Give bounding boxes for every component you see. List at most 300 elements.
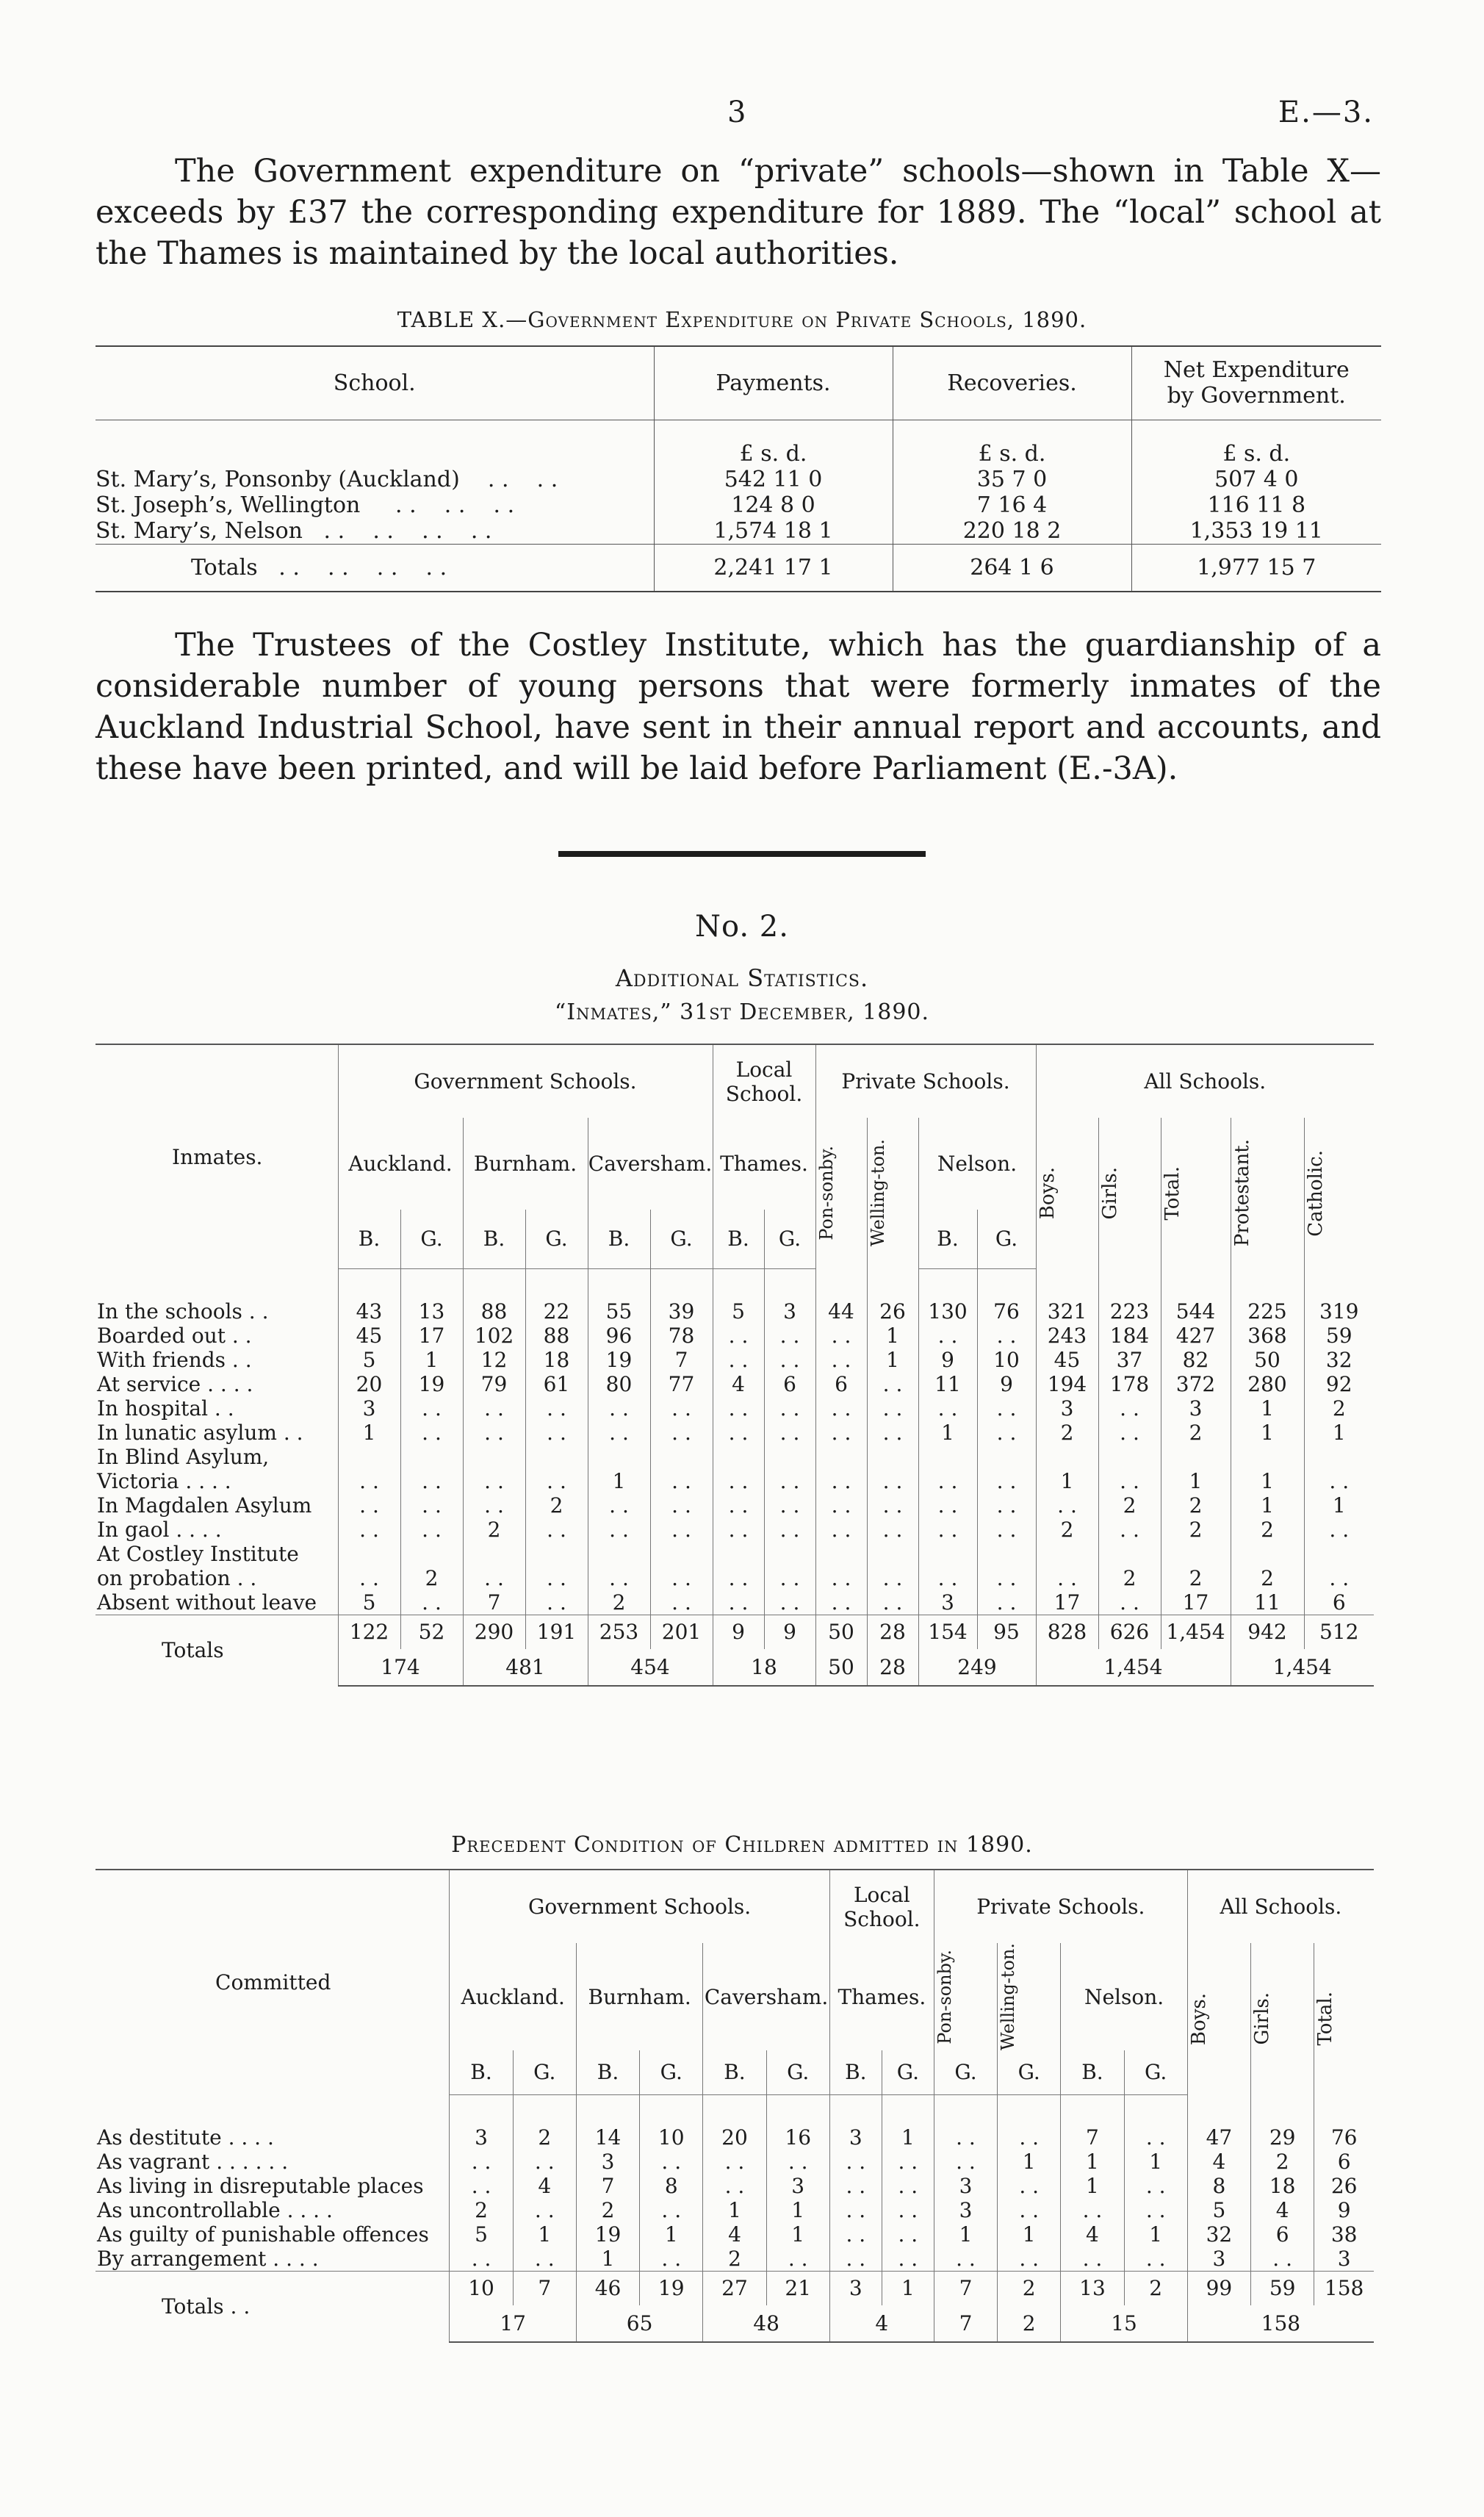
cell-value [463,1445,525,1469]
cell-value: . . [1098,1590,1161,1615]
cell-value: . . [1098,1518,1161,1542]
total-value: 50 [815,1615,867,1649]
total-value: 626 [1098,1615,1161,1649]
cell-value: 2 [576,2198,639,2222]
cell-value [525,1268,588,1299]
cell-value [450,2094,513,2125]
cell-value: 10 [640,2125,703,2150]
total-value: 158 [1314,2272,1374,2305]
cell-value: . . [918,1518,977,1542]
cell-value [867,1445,918,1469]
cell-value: . . [703,2174,766,2198]
cell-value: 47 [1187,2125,1250,2150]
total-value: 191 [525,1615,588,1649]
cell-value: . . [998,2174,1061,2198]
cell-value: 6 [815,1372,867,1396]
cell-value: . . [588,1566,650,1590]
combined-total-value: 17 [450,2305,576,2342]
combined-total-value: 1,454 [1036,1649,1231,1686]
cell-value: . . [882,2174,934,2198]
cell-value: 92 [1304,1372,1374,1396]
cell-value: 38 [1314,2222,1374,2247]
cell-value: . . [713,1324,764,1348]
cell-value [1231,1542,1304,1566]
cell-value: . . [650,1469,713,1493]
cell-value: 1 [998,2150,1061,2174]
cell-value: . . [918,1566,977,1590]
cell-value: . . [588,1396,650,1421]
cell-value: 8 [1187,2174,1250,2198]
units-payments: £ s. d. [654,420,893,467]
cell-value: . . [867,1493,918,1518]
cell-value: . . [650,1396,713,1421]
total-value: 28 [867,1615,918,1649]
cell-value: 3 [918,1590,977,1615]
cell-value: . . [400,1396,463,1421]
cell-value: 1 [400,1348,463,1372]
cell-value [513,2094,576,2125]
cell-value: 1 [934,2222,997,2247]
cell-value: . . [815,1469,867,1493]
cell-value: 321 [1036,1299,1098,1324]
cell-value [463,1268,525,1299]
cell-value: 2 [1161,1493,1231,1518]
recoveries-value: 35 7 0 [893,467,1131,492]
col-g: G. [882,2050,934,2094]
table-row [96,2222,1374,2247]
school-thames: Thames. [829,1943,934,2050]
table-row [96,492,1381,518]
cell-value: . . [815,1493,867,1518]
cell-value: 2 [400,1566,463,1590]
cell-value: 7 [463,1590,525,1615]
cell-value: 2 [1231,1566,1304,1590]
cell-value [918,1268,977,1299]
combined-total-value: 249 [918,1649,1036,1686]
total-value: 27 [703,2272,766,2305]
cell-value: 2 [1161,1518,1231,1542]
row-label: By arrangement . . . . [97,2247,319,2272]
header-net-expenditure: Net Expenditure by Government. [1131,346,1381,420]
group-local-school: Local School. [829,1870,934,1943]
cell-value [588,1445,650,1469]
cell-value: 1 [867,1348,918,1372]
intro-paragraph: The Government expenditure on “private” schools—shown in Table X—exceeds by £37 the corresponding expenditure for 1889. The “local” school at the Thames is maintained by the local authorities. [96,153,1381,272]
cell-value: 19 [400,1372,463,1396]
col-g: G. [650,1210,713,1268]
cell-value: 3 [829,2125,882,2150]
cell-value: . . [450,2174,513,2198]
combined-total-value: 454 [588,1649,713,1686]
cell-value: 7 [576,2174,639,2198]
cell-value: 26 [867,1299,918,1324]
table-row [96,1372,1374,1396]
cell-value: . . [882,2198,934,2222]
recoveries-total: 264 1 6 [893,545,1131,592]
cell-value: 88 [525,1324,588,1348]
cell-value: 1 [640,2222,703,2247]
cell-value: 2 [588,1590,650,1615]
cell-value: 78 [650,1324,713,1348]
cell-value: 19 [576,2222,639,2247]
school-thames: Thames. [713,1118,815,1210]
row-label: Boarded out . . [97,1324,252,1348]
row-label: As destitute . . . . [97,2125,274,2150]
cell-value: . . [764,1421,815,1445]
row-label: In hospital . . [97,1396,234,1421]
group-private-schools: Private Schools. [815,1044,1036,1118]
school-auckland: Auckland. [338,1118,463,1210]
combined-total-value: 50 [815,1649,867,1686]
cell-value [1314,2094,1374,2125]
cell-value [1304,1445,1374,1469]
cell-value: 3 [1314,2247,1374,2272]
table-row [96,1542,1374,1566]
cell-value: 4 [1251,2198,1314,2222]
cell-value: 76 [1314,2125,1374,2150]
cell-value [977,1268,1036,1299]
cell-value [400,1445,463,1469]
cell-value: 130 [918,1299,977,1324]
cell-value [650,1445,713,1469]
cell-value: . . [882,2222,934,2247]
units-recoveries: £ s. d. [893,420,1131,467]
cell-value [1036,1542,1098,1566]
cell-value: 9 [1314,2198,1374,2222]
row-label: As uncontrollable . . . . [97,2198,333,2223]
cell-value: 2 [1161,1566,1231,1590]
cell-value: 13 [400,1299,463,1324]
cell-value: . . [640,2247,703,2272]
cell-value [650,1268,713,1299]
cell-value: . . [1304,1469,1374,1493]
total-value: 13 [1061,2272,1124,2305]
school-ponsonby: Pon-sonby. [934,1949,955,2044]
cell-value: . . [815,1396,867,1421]
table-row [96,1348,1374,1372]
total-value: 7 [934,2272,997,2305]
cell-value: . . [1098,1396,1161,1421]
combined-total-value: 7 [934,2305,997,2342]
col-protestant: Protestant. [1231,1139,1253,1247]
cell-value: 3 [1187,2247,1250,2272]
col-b: B. [1061,2050,1124,2094]
totals-row [96,2272,1374,2305]
cell-value: . . [766,2247,829,2272]
col-total: Total. [1314,1992,1337,2046]
row-label: With friends . . [97,1348,252,1372]
col-g: G. [766,2050,829,2094]
cell-value: . . [525,1469,588,1493]
cell-value: 372 [1161,1372,1231,1396]
payments-value: 124 8 0 [654,492,893,518]
cell-value: . . [867,1518,918,1542]
cell-value: 14 [576,2125,639,2150]
cell-value [338,1542,400,1566]
cell-value [1231,1445,1304,1469]
cell-value: 17 [400,1324,463,1348]
total-value: 512 [1304,1615,1374,1649]
cell-value: . . [1124,2247,1187,2272]
cell-value: . . [977,1396,1036,1421]
cell-value: . . [815,1566,867,1590]
total-value: 99 [1187,2272,1250,2305]
cell-value: . . [400,1493,463,1518]
cell-value: 2 [450,2198,513,2222]
total-value: 10 [450,2272,513,2305]
school-name: St. Mary’s, Nelson . . . . . . . . [96,518,492,544]
cell-value [1187,2094,1250,2125]
cell-value: . . [1036,1493,1098,1518]
cell-value: . . [829,2247,882,2272]
cell-value: . . [815,1324,867,1348]
cell-value: . . [513,2150,576,2174]
col-b: B. [450,2050,513,2094]
cell-value [867,1268,918,1299]
cell-value: . . [525,1396,588,1421]
cell-value: . . [764,1324,815,1348]
cell-value: . . [829,2198,882,2222]
row-label: As guilty of punishable offences [97,2222,429,2247]
cell-value: . . [764,1396,815,1421]
cell-value: . . [766,2150,829,2174]
cell-value: 1 [1231,1421,1304,1445]
col-g: G. [977,1210,1036,1268]
cell-value: 18 [525,1348,588,1372]
cell-value: . . [977,1590,1036,1615]
cell-value: 194 [1036,1372,1098,1396]
cell-value [1304,1268,1374,1299]
combined-total-value: 481 [463,1649,588,1686]
cell-value: . . [1124,2125,1187,2150]
cell-value: . . [463,1396,525,1421]
cell-value: 61 [525,1372,588,1396]
combined-total-value: 4 [829,2305,934,2342]
cell-value [815,1542,867,1566]
cell-value: 1 [918,1421,977,1445]
cell-value: . . [525,1518,588,1542]
cell-value: . . [588,1493,650,1518]
cell-value: . . [1098,1469,1161,1493]
school-caversham: Caversham. [703,1943,829,2050]
cell-value: 4 [713,1372,764,1396]
total-value: 2 [998,2272,1061,2305]
cell-value: . . [867,1566,918,1590]
total-value: 9 [764,1615,815,1649]
cell-value [525,1542,588,1566]
combined-total-value: 2 [998,2305,1061,2342]
total-value: 9 [713,1615,764,1649]
cell-value: 102 [463,1324,525,1348]
header-payments: Payments. [654,346,893,420]
cell-value: 16 [766,2125,829,2150]
cell-value: . . [829,2174,882,2198]
totals-row [96,1615,1374,1649]
cell-value: . . [829,2222,882,2247]
cell-value [764,1268,815,1299]
col-g: G. [513,2050,576,2094]
cell-value: 1 [766,2222,829,2247]
school-wellington: Welling-ton. [867,1139,888,1247]
cell-value [576,2094,639,2125]
cell-value: . . [867,1469,918,1493]
cell-value [400,1542,463,1566]
table-row [96,2247,1374,2272]
group-all-schools: All Schools. [1036,1044,1374,1118]
cell-value: . . [640,2150,703,2174]
cell-value: 1 [1304,1493,1374,1518]
cell-value: . . [650,1493,713,1518]
precedent-caption: Precedent Condition of Children admitted in 1890. [451,1832,1033,1858]
cell-value: 43 [338,1299,400,1324]
cell-value: 2 [463,1518,525,1542]
cell-value: . . [588,1421,650,1445]
total-value: 201 [650,1615,713,1649]
spacer-row [96,1268,1374,1299]
school-caversham: Caversham. [588,1118,713,1210]
cell-value: . . [1251,2247,1314,2272]
cell-value: . . [934,2247,997,2272]
total-value: 1,454 [1161,1615,1231,1649]
net-value: 116 11 8 [1131,492,1381,518]
cell-value: . . [1061,2198,1124,2222]
cell-value: 79 [463,1372,525,1396]
cell-value: . . [764,1469,815,1493]
cell-value: 319 [1304,1299,1374,1324]
cell-value: 96 [588,1324,650,1348]
table-row [96,1493,1374,1518]
cell-value: . . [338,1469,400,1493]
cell-value: 55 [588,1299,650,1324]
col-g: G. [525,1210,588,1268]
cell-value: . . [867,1396,918,1421]
cell-value: 3 [764,1299,815,1324]
school-wellington: Welling-ton. [998,1943,1019,2051]
group-government-schools: Government Schools. [450,1870,829,1943]
cell-value: 3 [1161,1396,1231,1421]
table-row [96,2125,1374,2150]
cell-value: . . [977,1518,1036,1542]
section-divider [558,851,926,857]
row-label: As living in disreputable places [97,2174,424,2199]
cell-value: . . [867,1372,918,1396]
cell-value: 20 [703,2125,766,2150]
cell-value: 1 [1231,1396,1304,1421]
total-value: 122 [338,1615,400,1649]
cell-value: . . [764,1590,815,1615]
total-value: 154 [918,1615,977,1649]
cell-value: . . [713,1493,764,1518]
total-value: 7 [513,2272,576,2305]
cell-value: 32 [1187,2222,1250,2247]
cell-value: . . [713,1348,764,1372]
school-auckland: Auckland. [450,1943,576,2050]
cell-value [1124,2094,1187,2125]
cell-value: 1 [1124,2222,1187,2247]
group-private-schools: Private Schools. [934,1870,1187,1943]
cell-value: . . [918,1324,977,1348]
cell-value: 1 [1231,1469,1304,1493]
document-code: E.—3. [1278,96,1374,129]
cell-value: . . [1061,2247,1124,2272]
group-government-schools: Government Schools. [338,1044,713,1118]
cell-value: . . [713,1469,764,1493]
total-value: 290 [463,1615,525,1649]
col-total: Total. [1161,1166,1184,1221]
cell-value: 6 [1314,2150,1374,2174]
cell-value [713,1445,764,1469]
trustees-paragraph: The Trustees of the Costley Institute, which has the guardianship of a considerable number of young persons that were formerly inmates of the Auckland Industrial School, have sent in their annual report and accounts, and these have been printed, and will be laid before Parliament (E.-3A). [96,627,1381,787]
cell-value: 18 [1251,2174,1314,2198]
cell-value [588,1542,650,1566]
cell-value: . . [713,1590,764,1615]
combined-total-value: 15 [1061,2305,1187,2342]
col-g: G. [934,2050,997,2094]
row-label: At service . . . . [97,1372,253,1396]
cell-value: 59 [1304,1324,1374,1348]
cell-value [713,1268,764,1299]
cell-value: . . [640,2198,703,2222]
cell-value: 2 [1304,1396,1374,1421]
payments-value: 1,574 18 1 [654,518,893,545]
cell-value: . . [977,1421,1036,1445]
table-row [96,2150,1374,2174]
cell-value: 4 [1187,2150,1250,2174]
cell-value: 1 [998,2222,1061,2247]
row-label: on probation . . [97,1566,257,1590]
precedent-body [96,2094,1374,2342]
cell-value: 3 [576,2150,639,2174]
col-boys: Boys. [1187,1992,1210,2045]
row-label: As vagrant . . . . . . [97,2150,289,2175]
cell-value: 76 [977,1299,1036,1324]
group-local-school: Local School. [713,1044,815,1118]
total-value: 19 [640,2272,703,2305]
combined-total-value: 18 [713,1649,815,1686]
school-name: St. Mary’s, Ponsonby (Auckland) . . . . [96,467,558,492]
cell-value [1231,1268,1304,1299]
cell-value: . . [525,1590,588,1615]
cell-value [1036,1268,1098,1299]
cell-value: 2 [1098,1566,1161,1590]
cell-value: 2 [1161,1421,1231,1445]
cell-value [703,2094,766,2125]
section-subtitle: “Inmates,” 31st December, 1890. [554,999,930,1025]
row-label: Absent without leave [97,1590,317,1615]
cell-value: 19 [588,1348,650,1372]
cell-value: 3 [1036,1396,1098,1421]
row-label: In gaol . . . . [97,1518,222,1542]
total-value: 2 [1124,2272,1187,2305]
cell-value: . . [450,2150,513,2174]
payments-total: 2,241 17 1 [654,545,893,592]
total-value: 52 [400,1615,463,1649]
total-value: 3 [829,2272,882,2305]
cell-value: 2 [1036,1518,1098,1542]
cell-value: . . [463,1566,525,1590]
cell-value: 45 [1036,1348,1098,1372]
cell-value: . . [525,1421,588,1445]
cell-value: . . [867,1590,918,1615]
cell-value: 3 [450,2125,513,2150]
col-b: B. [338,1210,400,1268]
col-g: G. [764,1210,815,1268]
cell-value: 6 [1304,1590,1374,1615]
cell-value: . . [977,1566,1036,1590]
cell-value: 82 [1161,1348,1231,1372]
cell-value: 9 [977,1372,1036,1396]
cell-value: 2 [513,2125,576,2150]
